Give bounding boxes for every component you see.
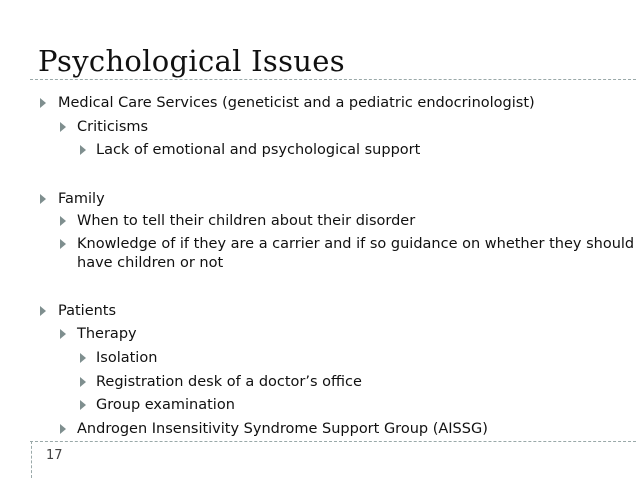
footer-vertical-divider: [31, 441, 32, 478]
title-divider: [30, 79, 636, 80]
bullet-text: Isolation: [96, 350, 158, 366]
bullet-arrow-icon: [40, 98, 46, 108]
bullet-arrow-icon: [40, 306, 46, 316]
footer-divider: [30, 441, 636, 442]
bullet-arrow-icon: [60, 216, 66, 226]
bullet-text: Family: [58, 191, 105, 207]
bullet-text-continuation: have children or not: [77, 255, 224, 271]
bullet-arrow-icon: [80, 377, 86, 387]
bullet-text: Androgen Insensitivity Syndrome Support Group (AISSG): [77, 421, 488, 437]
bullet-text: Registration desk of a doctor’s office: [96, 374, 362, 390]
bullet-arrow-icon: [40, 194, 46, 204]
bullet-arrow-icon: [60, 329, 66, 339]
bullet-arrow-icon: [80, 353, 86, 363]
bullet-text: Medical Care Services (geneticist and a pediatric endocrinologist): [58, 95, 535, 111]
slide-title: Psychological Issues: [38, 44, 345, 78]
bullet-text: Criticisms: [77, 119, 149, 135]
bullet-text: Lack of emotional and psychological support: [96, 142, 421, 158]
bullet-text: Knowledge of if they are a carrier and if so guidance on whether they should: [77, 236, 635, 252]
bullet-text: When to tell their children about their disorder: [77, 213, 416, 229]
bullet-text: Patients: [58, 303, 117, 319]
bullet-arrow-icon: [60, 122, 66, 132]
bullet-text: Group examination: [96, 397, 235, 413]
bullet-arrow-icon: [80, 145, 86, 155]
bullet-arrow-icon: [60, 239, 66, 249]
bullet-arrow-icon: [80, 400, 86, 410]
bullet-text: Therapy: [77, 326, 137, 342]
bullet-arrow-icon: [60, 424, 66, 434]
page-number: 17: [46, 448, 63, 463]
